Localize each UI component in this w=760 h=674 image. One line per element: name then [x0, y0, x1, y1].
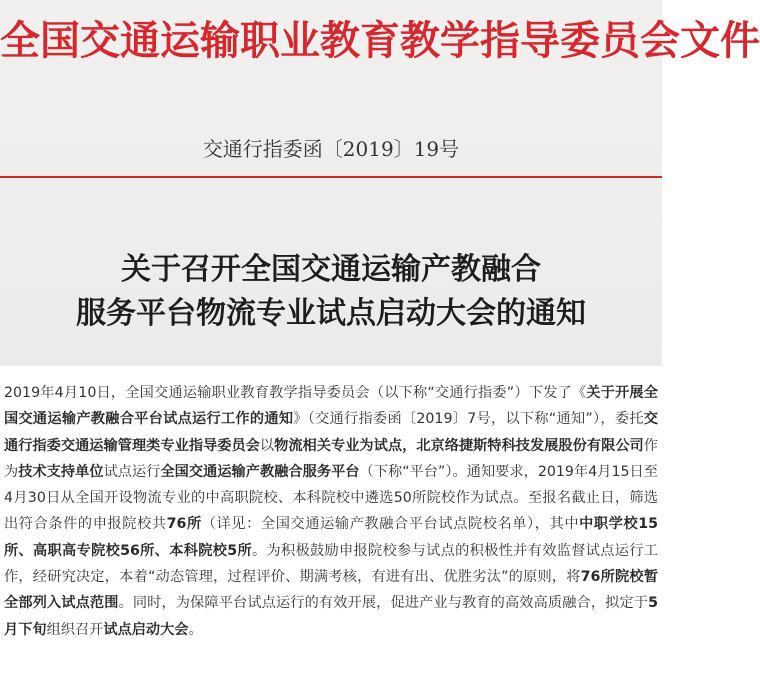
body-text-segment: （下称“平台”）。通知要求，2019年4月15日至4月30日从全国开设物流专业的中高职院校、本科院校中遴选50所院校作为试点。至报名截止日，筛选出符合条件的申报院校共: [4, 463, 658, 533]
body-text-segment: 以: [259, 437, 275, 454]
document-header: 全国交通运输职业教育教学指导委员会文件: [0, 17, 760, 64]
body-emphasis: 试点启动大会: [103, 621, 189, 638]
article-body: [4, 380, 658, 643]
body-text-segment: 》（交通行指委函〔2019〕7号，以下称“通知”），委托: [293, 411, 644, 428]
body-emphasis: 物流相关专业为试点，北京络捷斯特科技发展股份有限公司: [274, 437, 644, 454]
body-text-segment: （详见：全国交通运输产教融合平台试点院校名单），其中: [201, 516, 580, 533]
document-number: 交通行指委函〔2019〕19号: [202, 137, 460, 161]
body-text-segment: 试点运行: [103, 463, 161, 480]
body-emphasis: 中职学校15所、高职高专院校56所、本科院校5所: [4, 516, 658, 559]
document-title-line-1: 关于召开全国交通运输产教融合: [121, 252, 541, 287]
document-title-line-2: 服务平台物流专业试点启动大会的通知: [76, 296, 586, 331]
body-emphasis: 交通行指委交通运输管理类专业指导委员会: [4, 411, 658, 454]
body-text-segment: 。同时，为保障平台试点运行的有效开展，促进产业与教育的高效高质融合，拟定于: [118, 595, 649, 612]
body-emphasis: 76所: [166, 516, 202, 533]
body-emphasis: 76所院校暂全部列入试点范围: [4, 569, 659, 612]
document-title: [0, 248, 662, 336]
body-emphasis: 关于开展全国交通运输产教融合平台试点运行工作的通知: [4, 385, 658, 428]
red-divider-line: [0, 176, 662, 178]
body-text-segment: 。为积极鼓励申报院校参与试点的积极性并有效监督试点运行工作，经研究决定，本着“动态管理，过程评价、期满考核，有进有出、优胜劣汰”的原则，将: [4, 542, 658, 586]
body-text-segment: 2019年4月10日，全国交通运输职业教育教学指导委员会（以下称“交通行指委”）下发了《: [4, 385, 587, 401]
body-text-segment: 作为: [4, 437, 658, 480]
body-text-segment: 。: [188, 621, 203, 638]
body-text-segment: 组织召开: [46, 621, 104, 638]
body-emphasis: 技术支持单位: [18, 463, 104, 480]
body-emphasis: 全国交通运输产教融合服务平台: [160, 463, 360, 480]
body-emphasis: 5月下旬: [4, 595, 658, 638]
